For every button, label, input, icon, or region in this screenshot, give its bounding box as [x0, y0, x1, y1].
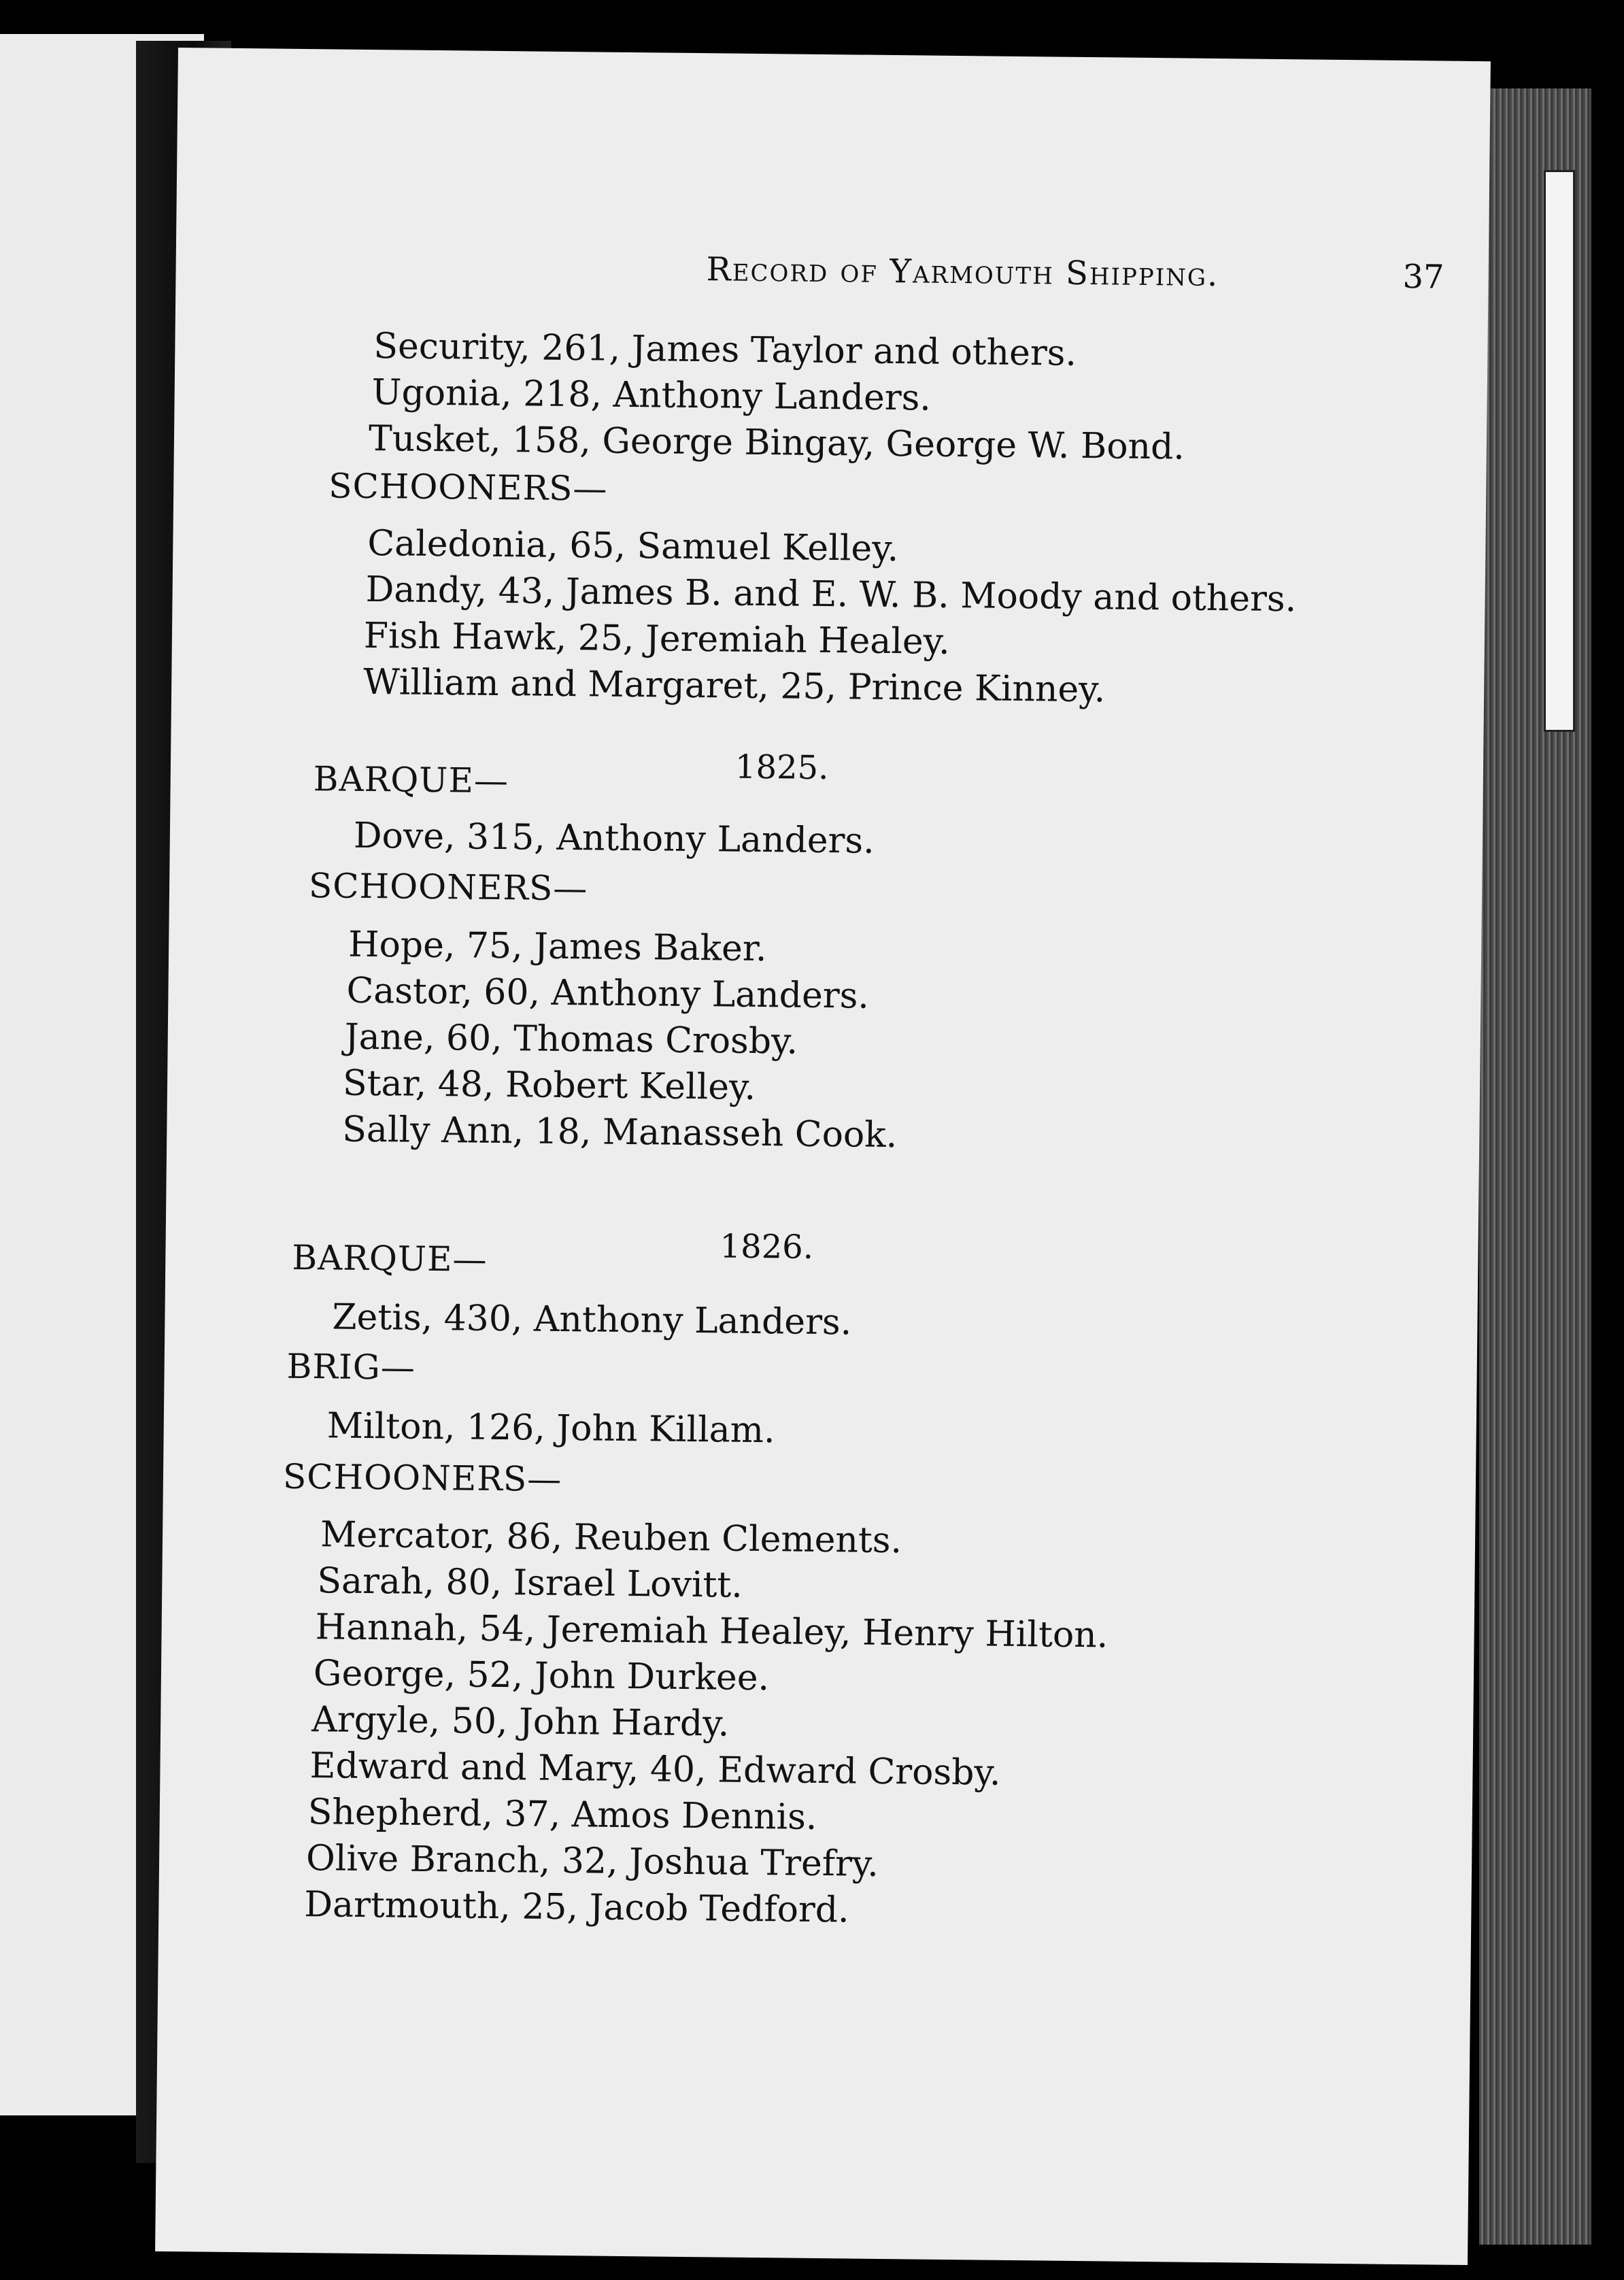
section-heading: SCHOONERS— — [308, 866, 588, 909]
entry: Argyle, 50, John Hardy. — [311, 1699, 730, 1745]
entry: Star, 48, Robert Kelley. — [342, 1062, 756, 1108]
entry: Fish Hawk, 25, Jeremiah Healey. — [363, 615, 951, 663]
entry: Edward and Mary, 40, Edward Crosby. — [309, 1745, 1001, 1794]
year-heading: 1826. — [720, 1227, 814, 1267]
entry: Dartmouth, 25, Jacob Tedford. — [304, 1884, 849, 1931]
entry: Sarah, 80, Israel Lovitt. — [317, 1560, 743, 1606]
running-title: Record of Yarmouth Shipping. — [706, 250, 1219, 295]
year-heading: 1825. — [734, 748, 829, 788]
entry: Dove, 315, Anthony Landers. — [353, 815, 875, 862]
entry: Dandy, 43, James B. and E. W. B. Moody and others. — [365, 569, 1297, 620]
entry: Sally Ann, 18, Manasseh Cook. — [342, 1109, 898, 1156]
entry: Ugonia, 218, Anthony Landers. — [371, 372, 932, 419]
entry: Jane, 60, Thomas Crosby. — [344, 1016, 798, 1062]
section-heading: SCHOONERS— — [328, 466, 608, 509]
book-page — [155, 48, 1491, 2265]
entry: Hope, 75, James Baker. — [348, 924, 767, 970]
entry: Zetis, 430, Anthony Landers. — [332, 1296, 852, 1343]
section-heading: BARQUE— — [292, 1237, 488, 1279]
entry: Shepherd, 37, Amos Dennis. — [307, 1792, 817, 1838]
section-heading: BRIG— — [286, 1346, 416, 1388]
section-heading: BARQUE— — [313, 759, 509, 801]
entry: Mercator, 86, Reuben Clements. — [320, 1514, 902, 1562]
entry: Castor, 60, Anthony Landers. — [346, 970, 870, 1017]
shipping-record — [155, 48, 1491, 2265]
entry: Security, 261, James Taylor and others. — [373, 326, 1077, 374]
entry: Milton, 126, John Killam. — [326, 1405, 775, 1452]
entry: Olive Branch, 32, Joshua Trefry. — [305, 1838, 879, 1885]
page-edge-strip — [1544, 170, 1575, 732]
page-number: 37 — [1402, 257, 1444, 297]
entry: Caledonia, 65, Samuel Kelley. — [367, 522, 899, 570]
entry: William and Margaret, 25, Prince Kinney. — [362, 661, 1106, 711]
entry: Tusket, 158, George Bingay, George W. Bond. — [368, 418, 1185, 468]
section-heading: SCHOONERS— — [282, 1456, 562, 1500]
entry: Hannah, 54, Jeremiah Healey, Henry Hilton. — [315, 1607, 1109, 1656]
entry: George, 52, John Durkee. — [313, 1653, 770, 1699]
